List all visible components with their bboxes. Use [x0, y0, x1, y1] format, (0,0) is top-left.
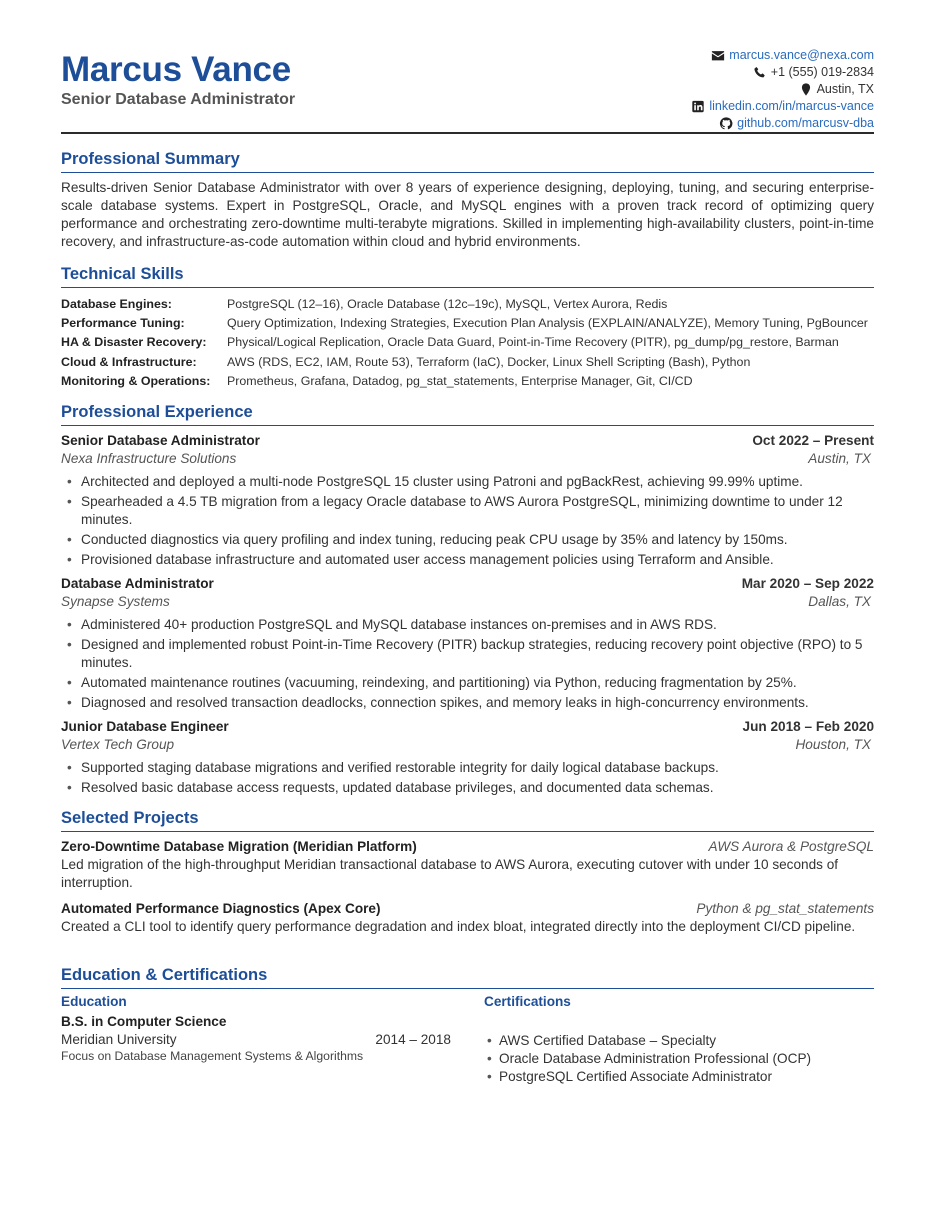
experience-heading: Professional Experience — [61, 401, 874, 426]
skills-heading: Technical Skills — [61, 263, 874, 288]
project-title: Automated Performance Diagnostics (Apex Core) — [61, 901, 381, 917]
contact-email[interactable] — [691, 47, 874, 64]
list-item: • Architected and deployed a multi-node PostgreSQL 15 cluster using Patroni and pgBackRest, achieving 99.99% uptime. — [81, 473, 874, 491]
list-item: • Automated maintenance routines (vacuuming, reindexing, and partitioning) via Python, reducing fragmentation by 25%. — [81, 674, 874, 692]
candidate-role: Senior Database Administrator — [61, 91, 296, 108]
skill-values: Query Optimization, Indexing Strategies, Execution Plan Analysis (EXPLAIN/ANALYZE), Memory Tuning, PgBouncer — [227, 316, 868, 331]
list-item: • Spearheaded a 4.5 TB migration from a legacy Oracle database to AWS Aurora PostgreSQL, minimizing downtime to under 12 minutes. — [81, 493, 874, 529]
job-location: Austin, TX — [808, 451, 871, 467]
education-column — [61, 993, 451, 1086]
skill-row — [61, 314, 874, 333]
projects-section — [61, 807, 874, 936]
job-title: Senior Database Administrator — [61, 433, 260, 449]
job-company: Nexa Infrastructure Solutions — [61, 451, 237, 467]
github-link[interactable]: github.com/marcusv-dba — [737, 116, 874, 130]
candidate-name: Marcus Vance — [61, 50, 291, 89]
school-name: Meridian University — [61, 1032, 177, 1048]
contact-location — [691, 81, 874, 98]
skill-values: Physical/Logical Replication, Oracle Data Guard, Point-in-Time Recovery (PITR), pg_dump/pg_restore, Barman — [227, 335, 839, 350]
project-entry — [61, 838, 874, 892]
skill-category: Performance Tuning: — [61, 316, 185, 331]
skills-section — [61, 263, 874, 391]
list-item: • Supported staging database migrations and verified restorable integrity for daily logical database backups. — [81, 759, 874, 777]
job-location: Dallas, TX — [808, 594, 871, 610]
contact-phone — [691, 64, 874, 81]
list-item: • PostgreSQL Certified Associate Administrator — [499, 1068, 874, 1086]
job-entry — [61, 432, 874, 569]
list-item: • Diagnosed and resolved transaction deadlocks, connection spikes, and memory leaks in high-concurrency environments. — [81, 694, 874, 712]
summary-heading: Professional Summary — [61, 148, 874, 173]
experience-section — [61, 401, 874, 797]
phone-icon — [753, 66, 767, 79]
skill-values: Prometheus, Grafana, Datadog, pg_stat_statements, Enterprise Manager, Git, CI/CD — [227, 373, 693, 388]
list-item: • Oracle Database Administration Professional (OCP) — [499, 1050, 874, 1068]
education-heading: Education & Certifications — [61, 964, 874, 989]
list-item: • Designed and implemented robust Point-in-Time Recovery (PITR) backup strategies, reducing recovery point objective (RPO) to 5 minutes. — [81, 636, 874, 672]
envelope-icon — [711, 49, 725, 62]
job-title: Junior Database Engineer — [61, 719, 229, 735]
skill-row — [61, 333, 874, 352]
job-title: Database Administrator — [61, 576, 214, 592]
contact-github[interactable] — [691, 115, 874, 132]
skill-values: PostgreSQL (12–16), Oracle Database (12c–19c), MySQL, Vertex Aurora, Redis — [227, 297, 668, 311]
job-bullets — [61, 759, 874, 797]
project-description: Created a CLI tool to identify query performance degradation and index bloat, integrated directly into the deployment CI/CD pipeline. — [61, 919, 856, 935]
list-item: • Provisioned database infrastructure and automated user access management policies using Terraform and Ansible. — [81, 551, 874, 569]
certifications-subheading: Certifications — [484, 994, 571, 1010]
skill-category: Cloud & Infrastructure: — [61, 354, 197, 369]
project-tech: Python & pg_stat_statements — [696, 901, 874, 917]
map-marker-icon — [799, 83, 813, 96]
summary-section — [61, 148, 874, 251]
education-years: 2014 – 2018 — [375, 1032, 451, 1048]
job-bullets — [61, 616, 874, 712]
location-text: Austin, TX — [816, 82, 874, 96]
certifications-list — [484, 1032, 874, 1086]
degree: B.S. in Computer Science — [61, 1014, 227, 1030]
summary-text: Results-driven Senior Database Administrator with over 8 years of experience designing, deploying, tuning, and securing enterprise-scale database systems. Expert in PostgreSQL, Oracle, and MySQL engines with a proven track record of optimizing query performance and orchestrating zero-downtime multi-terabyte migrations. Skilled in implementing high-availability clusters, point-in-time recovery, and infrastructure-as-code automation within cloud and hybrid environments. — [61, 180, 874, 249]
contact-block — [691, 47, 874, 132]
project-entry — [61, 900, 874, 936]
job-dates: Mar 2020 – Sep 2022 — [741, 576, 874, 592]
email-link[interactable]: marcus.vance@nexa.com — [729, 48, 874, 62]
phone-text: +1 (555) 019-2834 — [770, 65, 874, 79]
resume-page — [61, 48, 874, 1086]
skill-category: Monitoring & Operations: — [61, 373, 211, 388]
skill-category: HA & Disaster Recovery: — [61, 335, 207, 350]
certifications-column — [484, 993, 874, 1086]
list-item: • AWS Certified Database – Specialty — [499, 1032, 874, 1050]
job-dates: Jun 2018 – Feb 2020 — [742, 719, 874, 735]
project-tech: AWS Aurora & PostgreSQL — [708, 839, 874, 855]
education-subheading: Education — [61, 994, 127, 1010]
skills-list — [61, 295, 874, 391]
list-item: • Conducted diagnostics via query profiling and index tuning, reducing peak CPU usage by 35% and latency by 150ms. — [81, 531, 874, 549]
project-title: Zero-Downtime Database Migration (Meridian Platform) — [61, 839, 417, 855]
skill-row — [61, 295, 874, 314]
job-company: Vertex Tech Group — [61, 737, 175, 753]
job-bullets — [61, 473, 874, 569]
projects-heading: Selected Projects — [61, 807, 874, 832]
job-location: Houston, TX — [795, 737, 871, 753]
list-item: • Resolved basic database access requests, updated database privileges, and documented data schemas. — [81, 779, 874, 797]
job-entry — [61, 575, 874, 712]
job-entry — [61, 718, 874, 797]
resume-header — [61, 48, 874, 134]
project-description: Led migration of the high-throughput Meridian transactional database to AWS Aurora, executing cutover with under 10 seconds of interruption. — [61, 857, 839, 891]
list-item: • Administered 40+ production PostgreSQL and MySQL database instances on-premises and in AWS RDS. — [81, 616, 874, 634]
skill-row — [61, 372, 874, 391]
github-icon — [719, 117, 733, 130]
job-dates: Oct 2022 – Present — [752, 433, 874, 449]
education-focus: Focus on Database Management Systems & Algorithms — [61, 1049, 364, 1064]
linkedin-link[interactable]: linkedin.com/in/marcus-vance — [709, 99, 874, 113]
skill-values: AWS (RDS, EC2, IAM, Route 53), Terraform (IaC), Docker, Linux Shell Scripting (Bash), Python — [227, 354, 751, 369]
skill-row — [61, 353, 874, 372]
skill-category: Database Engines: — [61, 297, 172, 311]
linkedin-icon — [691, 100, 705, 113]
contact-linkedin[interactable] — [691, 98, 874, 115]
job-company: Synapse Systems — [61, 594, 170, 610]
education-section — [61, 964, 874, 1086]
